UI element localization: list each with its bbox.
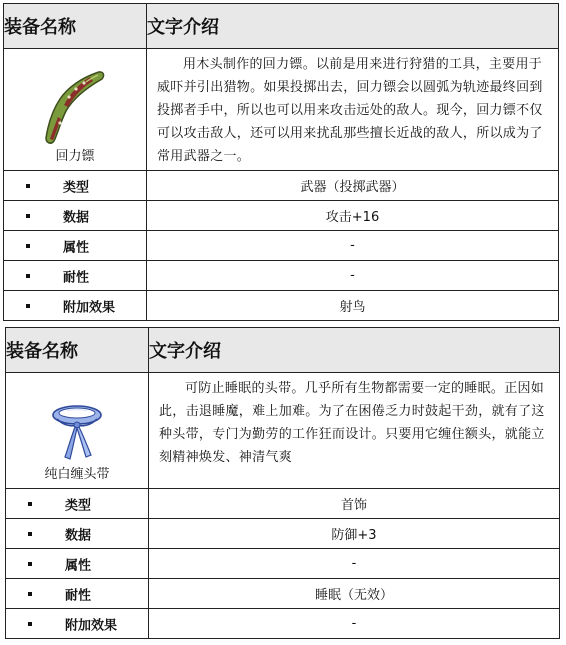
item-row	[4, 49, 559, 171]
attr-value: -	[147, 231, 559, 261]
bullet-icon	[26, 184, 30, 188]
table-header-row	[6, 328, 560, 373]
attr-value: 武器（投掷武器）	[147, 171, 559, 201]
item-cell	[6, 373, 149, 489]
attr-label: 耐性	[63, 270, 90, 285]
bullet-icon	[26, 274, 30, 278]
boomerang-icon	[40, 67, 110, 145]
item-row	[6, 373, 560, 489]
attr-row-element	[6, 549, 560, 579]
bullet-icon	[26, 214, 30, 218]
attr-label: 数据	[63, 210, 90, 225]
attr-label: 类型	[63, 180, 90, 195]
attr-value: 防御+3	[149, 519, 560, 549]
attr-value: 攻击+16	[147, 201, 559, 231]
attr-row-extra-effect	[6, 609, 560, 639]
bullet-icon	[28, 532, 32, 536]
item-description: 用木头制作的回力镖。以前是用来进行狩猎的工具，主要用于威吓并引出猎物。如果投掷出去，回力镖会以圆弧为轨迹最终回到投掷者手中，所以也可以用来攻击远处的敌人。现今，回力镖不仅可以攻击敌人，还可以用来扰乱那些擅长近战的敌人，所以成为了常用武器之一。	[147, 49, 559, 171]
attr-value: 首饰	[149, 489, 560, 519]
bullet-icon	[26, 304, 30, 308]
attr-label: 附加效果	[63, 300, 116, 315]
attr-label: 数据	[65, 528, 92, 543]
item-cell	[4, 49, 147, 171]
header-description: 文字介绍	[147, 4, 559, 49]
attr-row-element	[4, 231, 559, 261]
item-name: 回力镖	[55, 149, 95, 164]
item-name: 纯白缠头带	[44, 467, 110, 482]
attr-row-type	[4, 171, 559, 201]
attr-value: 射鸟	[147, 291, 559, 321]
attr-label: 附加效果	[65, 618, 118, 633]
attr-row-stats	[4, 201, 559, 231]
attr-row-resistance	[6, 579, 560, 609]
attr-row-type	[6, 489, 560, 519]
equipment-table-headband	[5, 327, 560, 639]
bullet-icon	[26, 244, 30, 248]
bullet-icon	[28, 592, 32, 596]
headband-icon	[45, 401, 109, 463]
equipment-table-boomerang	[3, 3, 559, 321]
attr-row-stats	[6, 519, 560, 549]
attr-row-extra-effect	[4, 291, 559, 321]
bullet-icon	[28, 502, 32, 506]
attr-row-resistance	[4, 261, 559, 291]
attr-label: 类型	[65, 498, 92, 513]
header-description: 文字介绍	[149, 328, 560, 373]
attr-value: 睡眠（无效）	[149, 579, 560, 609]
attr-value: -	[147, 261, 559, 291]
attr-value: -	[149, 609, 560, 639]
bullet-icon	[28, 562, 32, 566]
attr-label: 属性	[63, 240, 90, 255]
bullet-icon	[28, 622, 32, 626]
attr-value: -	[149, 549, 560, 579]
attr-label: 耐性	[65, 588, 92, 603]
table-header-row	[4, 4, 559, 49]
header-equipment-name: 装备名称	[4, 4, 147, 49]
header-equipment-name: 装备名称	[6, 328, 149, 373]
attr-label: 属性	[65, 558, 92, 573]
item-description: 可防止睡眠的头带。几乎所有生物都需要一定的睡眠。正因如此，击退睡魔，难上加难。为了在困倦乏力时鼓起干劲，就有了这种头带，专门为勤劳的工作狂而设计。只要用它缠住额头，就能立刻精神焕发、神清气爽	[149, 373, 560, 489]
